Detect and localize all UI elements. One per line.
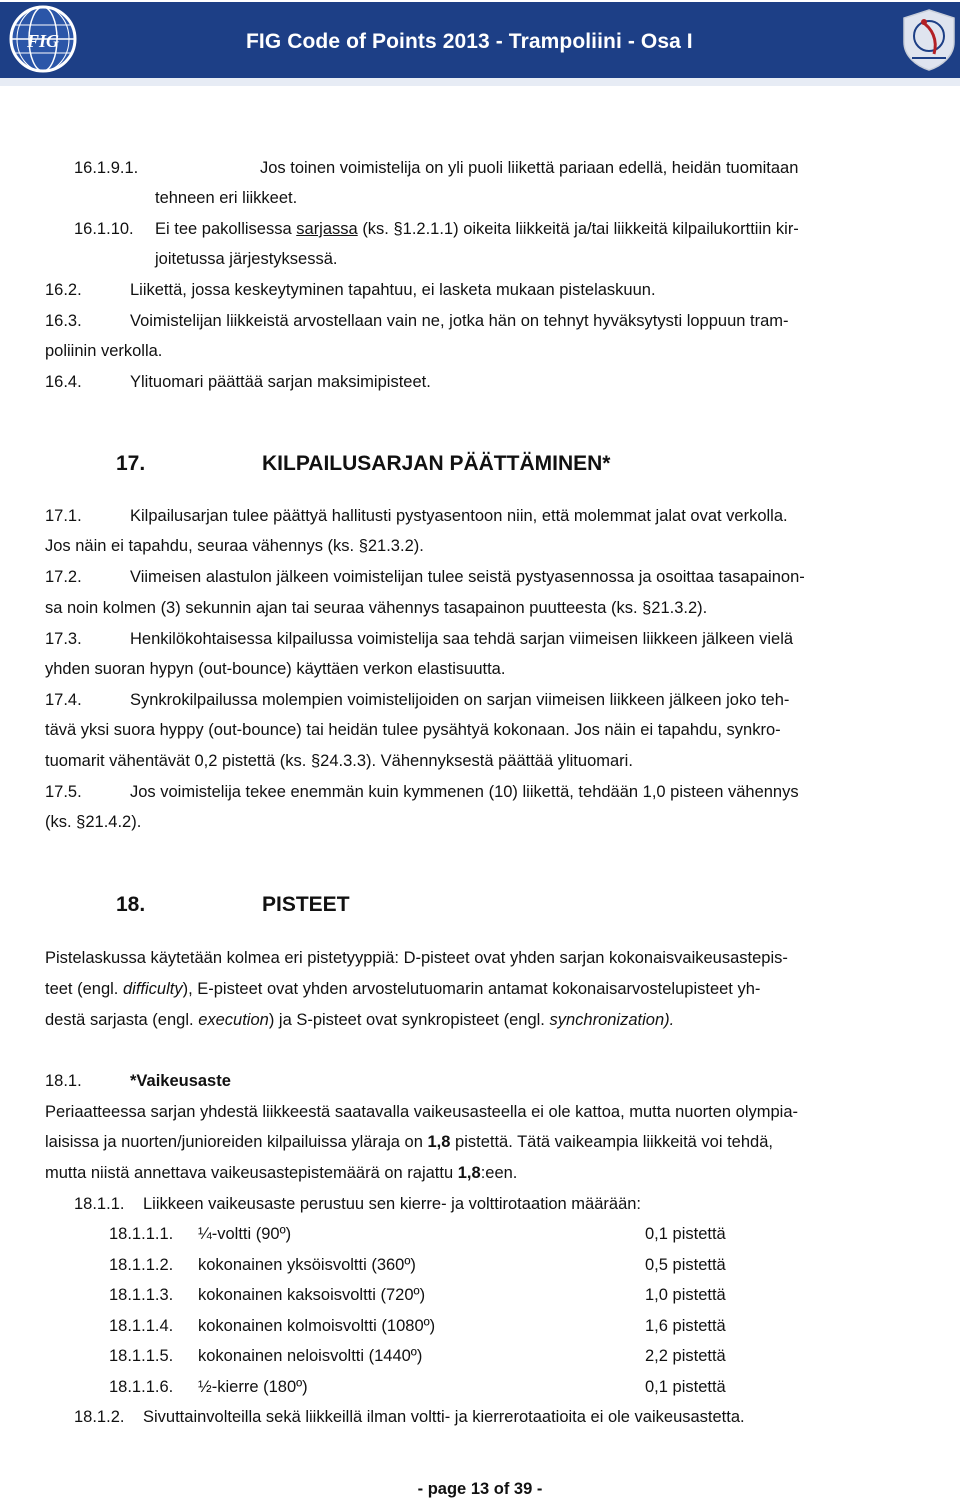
logo-left-text: FIG bbox=[26, 31, 60, 51]
paragraph-line: Pistelaskussa käytetään kolmea eri pistetyyppiä: D-pisteet ovat yhden sarjan kokonaisvaikeusastepis- bbox=[45, 949, 788, 967]
paragraph-line: Kilpailusarjan tulee päättyä hallitusti pystyasentoon niin, että molemmat jalat ovat verkolla. bbox=[130, 507, 788, 525]
item-number: 17.5. bbox=[45, 783, 82, 801]
row-value: 1,0 pistettä bbox=[645, 1286, 726, 1304]
row-number: 18.1.1.1. bbox=[109, 1225, 174, 1243]
paragraph-line: tehneen eri liikkeet. bbox=[155, 189, 298, 207]
paragraph-line: poliinin verkolla. bbox=[45, 342, 163, 360]
paragraph-line: Periaatteessa sarjan yhdestä liikkeestä saatavalla vaikeusasteella ei ole kattoa, mutta nuorten olympia- bbox=[45, 1103, 798, 1121]
page-header bbox=[0, 0, 960, 92]
row-label: kokonainen yksöisvoltti (360º) bbox=[198, 1256, 416, 1274]
section-number: 18. bbox=[116, 893, 146, 916]
paragraph-line: Jos voimistelija tekee enemmän kuin kymmenen (10) liikettä, tehdään 1,0 pisteen vähennys bbox=[130, 783, 799, 801]
paragraph-line: (ks. §21.4.2). bbox=[45, 813, 142, 831]
row-value: 2,2 pistettä bbox=[645, 1347, 726, 1365]
item-number: 18.1. bbox=[45, 1072, 82, 1090]
paragraph-line: Jos näin ei tapahdu, seuraa vähennys (ks. §21.3.2). bbox=[45, 537, 424, 555]
paragraph-line: Ei tee pakollisessa sarjassa (ks. §1.2.1.1) oikeita liikkeitä ja/tai liikkeitä kilpailukorttiin kir- bbox=[155, 220, 799, 238]
paragraph-line: mutta niistä annettava vaikeusastepistemäärä on rajattu 1,8:een. bbox=[45, 1164, 518, 1182]
row-value: 1,6 pistettä bbox=[645, 1317, 726, 1335]
row-label: ½-kierre (180º) bbox=[198, 1378, 308, 1396]
item-number: 16.4. bbox=[45, 373, 82, 391]
row-number: 18.1.1.3. bbox=[109, 1286, 174, 1304]
row-number: 18.1.1.4. bbox=[109, 1317, 174, 1335]
paragraph-line: joitetussa järjestyksessä. bbox=[155, 250, 338, 268]
paragraph-line: Henkilökohtaisessa kilpailussa voimistelija saa tehdä sarjan viimeisen liikkeen jälkeen vielä bbox=[130, 630, 794, 648]
item-number: 17.3. bbox=[45, 630, 82, 648]
subsection-title: *Vaikeusaste bbox=[130, 1072, 231, 1090]
row-number: 18.1.1.6. bbox=[109, 1378, 174, 1396]
fig-globe-logo-icon bbox=[7, 3, 79, 75]
header-underline bbox=[0, 78, 960, 86]
row-value: 0,1 pistettä bbox=[645, 1225, 726, 1243]
item-number: 17.4. bbox=[45, 691, 82, 709]
item-number: 18.1.1. bbox=[74, 1195, 125, 1213]
paragraph-line: Synkrokilpailussa molempien voimistelijoiden on sarjan viimeisen liikkeen jälkeen joko teh- bbox=[130, 691, 790, 709]
paragraph-line: yhden suoran hypyn (out-bounce) käyttäen verkon elastisuutta. bbox=[45, 660, 506, 678]
row-label: kokonainen neloisvoltti (1440º) bbox=[198, 1347, 423, 1365]
paragraph-line: Liikettä, jossa keskeytyminen tapahtuu, ei lasketa mukaan pistelaskuun. bbox=[130, 281, 656, 299]
header-title: FIG Code of Points 2013 - Trampoliini - Osa I bbox=[246, 30, 693, 53]
paragraph-line: sa noin kolmen (3) sekunnin ajan tai seuraa vähennys tasapainon puutteesta (ks. §21.3.2). bbox=[45, 599, 708, 617]
item-number: 17.2. bbox=[45, 568, 82, 586]
item-number: 17.1. bbox=[45, 507, 82, 525]
paragraph-line: tävä yksi suora hyppy (out-bounce) tai heidän tulee pysähtyä kokonaan. Jos näin ei tapahdu, synkro- bbox=[45, 721, 781, 739]
paragraph-line: Liikkeen vaikeusaste perustuu sen kierre- ja volttirotaation määrään: bbox=[143, 1195, 642, 1213]
row-number: 18.1.1.5. bbox=[109, 1347, 174, 1365]
item-number: 16.3. bbox=[45, 312, 82, 330]
item-number: 16.1.9.1. bbox=[74, 159, 139, 177]
paragraph-line: laisissa ja nuorten/junioreiden kilpailuissa yläraja on 1,8 pistettä. Tätä vaikeampia liikkeitä voi tehdä, bbox=[45, 1133, 773, 1151]
item-number: 16.1.10. bbox=[74, 220, 134, 238]
row-number: 18.1.1.2. bbox=[109, 1256, 174, 1274]
trampoline-emblem-icon bbox=[898, 6, 960, 72]
paragraph-line: tuomarit vähentävät 0,2 pistettä (ks. §24.3.3). Vähennyksestä päättää ylituomari. bbox=[45, 752, 633, 770]
paragraph-line: Viimeisen alastulon jälkeen voimistelijan tulee seistä pystyasennossa ja osoittaa tasapainon- bbox=[130, 568, 805, 586]
row-label: ¼-voltti (90º) bbox=[198, 1225, 292, 1243]
row-value: 0,5 pistettä bbox=[645, 1256, 726, 1274]
page-footer: - page 13 of 39 - bbox=[417, 1480, 543, 1498]
section-number: 17. bbox=[116, 452, 146, 475]
row-label: kokonainen kaksoisvoltti (720º) bbox=[198, 1286, 426, 1304]
item-number: 16.2. bbox=[45, 281, 82, 299]
row-label: kokonainen kolmoisvoltti (1080º) bbox=[198, 1317, 436, 1335]
section-title: PISTEET bbox=[262, 893, 350, 916]
paragraph-line: teet (engl. difficulty), E-pisteet ovat yhden arvostelutuomarin antamat kokonaisarvostelupisteet yh- bbox=[45, 980, 761, 998]
paragraph-line: Ylituomari päättää sarjan maksimipisteet. bbox=[130, 373, 431, 391]
section-title: KILPAILUSARJAN PÄÄTTÄMINEN* bbox=[262, 452, 611, 475]
item-number: 18.1.2. bbox=[74, 1408, 125, 1426]
paragraph-line: destä sarjasta (engl. execution) ja S-pisteet ovat synkropisteet (engl. synchronization). bbox=[45, 1011, 675, 1029]
paragraph-line: Jos toinen voimistelija on yli puoli liikettä pariaan edellä, heidän tuomitaan bbox=[260, 159, 799, 177]
row-value: 0,1 pistettä bbox=[645, 1378, 726, 1396]
paragraph-line: Sivuttainvolteilla sekä liikkeillä ilman voltti- ja kierrerotaatioita ei ole vaikeusastetta. bbox=[143, 1408, 745, 1426]
paragraph-line: Voimistelijan liikkeistä arvostellaan vain ne, jotka hän on tehnyt hyväksytysti loppuun tram- bbox=[130, 312, 789, 330]
